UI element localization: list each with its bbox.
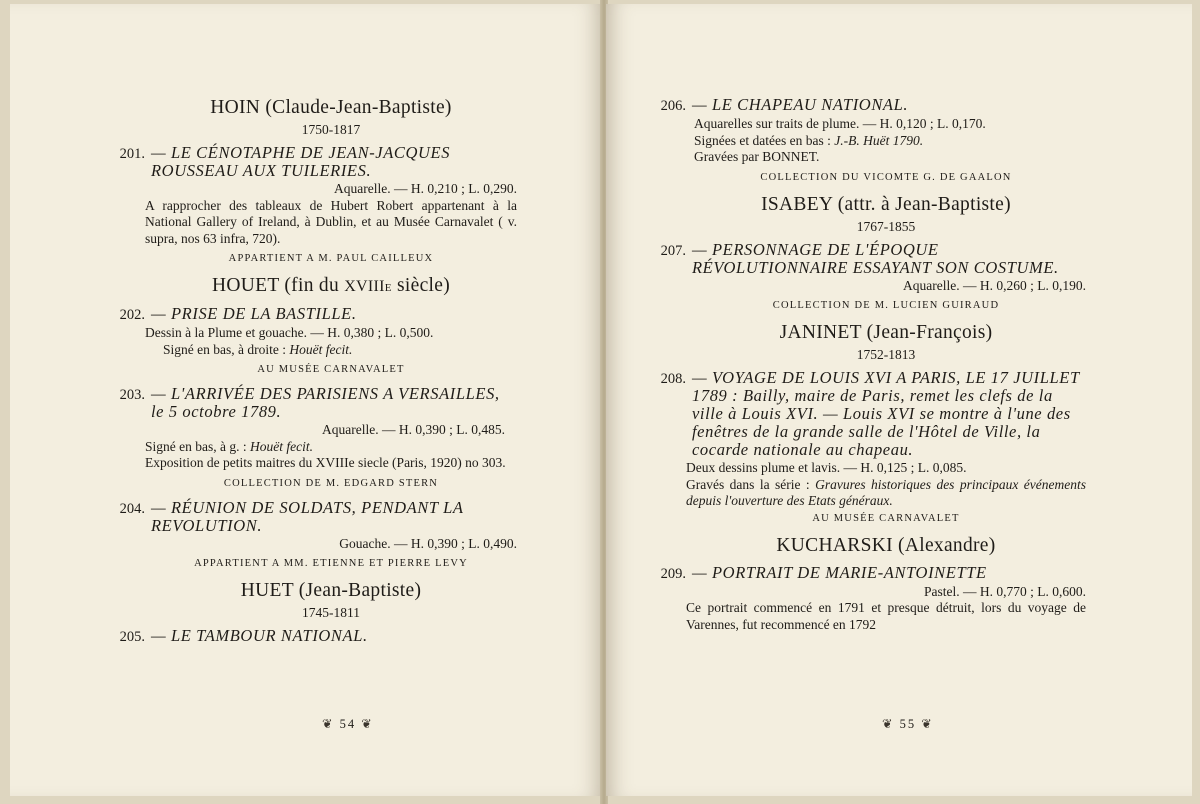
page-number-value: 55 xyxy=(899,717,917,731)
left-page xyxy=(10,4,602,796)
entry-owner: APPARTIENT A M. PAUL CAILLEUX xyxy=(228,253,434,264)
artist-dates: 1745-1811 xyxy=(302,605,360,620)
artist-century: XVIIIe xyxy=(344,278,392,295)
entry-title: — PRISE DE LA BASTILLE. xyxy=(151,304,357,323)
entry-signature: Signé en bas, à droite : Houët fecit. xyxy=(163,341,353,357)
catalog-entry-208 xyxy=(660,368,1086,524)
artist-name-tail: siècle) xyxy=(391,275,450,296)
entry-medium: Aquarelles sur traits de plume. — H. 0,120 ; L. 0,170. xyxy=(694,116,986,131)
entry-title: — LE TAMBOUR NATIONAL. xyxy=(151,626,368,645)
entry-number: 203. xyxy=(119,387,145,403)
catalog-entry-204 xyxy=(119,497,517,570)
catalog-entry-201 xyxy=(119,143,517,264)
entry-note: A rapprocher des tableaux de Hubert Robert appartenant à la National Gallery of Ireland, à Dublin, et au Musée Carnavalet ( v. supra, nos 63 infra, 720). xyxy=(145,197,517,246)
entry-medium: Pastel. — H. 0,770 ; L. 0,600. xyxy=(924,583,1086,599)
entry-number: 201. xyxy=(119,146,145,162)
artist-heading xyxy=(145,274,517,299)
artist-heading: ISABEY (attr. à Jean-Baptiste) xyxy=(761,193,1011,215)
right-page xyxy=(606,4,1192,796)
entry-engraver: Gravées par BONNET. xyxy=(694,149,820,164)
entry-engraving: Gravés dans la série : Gravures historiques des principaux événements depuis l'ouverture des Etats généraux. xyxy=(686,476,1086,508)
artist-heading: HUET (Jean-Baptiste) xyxy=(240,580,422,601)
artist-dates: 1752-1813 xyxy=(856,347,916,362)
entry-medium: Dessin à la Plume et gouache. — H. 0,380 ; L. 0,500. xyxy=(145,325,434,340)
entry-medium: Deux dessins plume et lavis. — H. 0,125 ; L. 0,085. xyxy=(686,460,967,475)
entry-title: — LE CHAPEAU NATIONAL. xyxy=(692,95,909,114)
entry-title: — VOYAGE DE LOUIS XVI A PARIS, LE 17 JUILLET 1789 : Bailly, maire de Paris, remet les clefs de la ville à Louis XVI. — Louis XVI se montre à l'une des fenêtres de la grande salle de l'Hôtel de Ville, la cocarde nationale au chapeau. xyxy=(692,368,1080,459)
catalog-entry-202 xyxy=(119,304,517,375)
ornament-icon: ❦ xyxy=(882,717,895,731)
entry-number: 202. xyxy=(119,307,145,323)
left-column xyxy=(119,92,517,648)
artist-dates: 1767-1855 xyxy=(856,218,916,234)
entry-medium: Gouache. — H. 0,390 ; L. 0,490. xyxy=(339,535,517,551)
entry-owner: COLLECTION DU VICOMTE G. DE GAALON xyxy=(760,171,1012,183)
entry-number: 206. xyxy=(660,98,686,114)
entry-note: Exposition de petits maitres du XVIIIe siecle (Paris, 1920) no 303. xyxy=(145,455,506,470)
entry-owner: AU MUSÉE CARNAVALET xyxy=(257,364,405,375)
entry-medium: Aquarelle. — H. 0,210 ; L. 0,290. xyxy=(334,181,517,196)
entry-signature: Signées et datées en bas : J.-B. Huët 1790. xyxy=(694,132,924,148)
ornament-icon: ❦ xyxy=(921,717,934,731)
artist-heading: HOIN (Claude-Jean-Baptiste) xyxy=(210,97,452,118)
entry-number: 209. xyxy=(660,565,686,582)
artist-name: HOUET (fin du xyxy=(212,275,345,296)
entry-owner: AU MUSÉE CARNAVALET xyxy=(812,512,960,524)
entry-number: 205. xyxy=(119,629,145,645)
catalog-entry-207 xyxy=(660,239,1086,312)
catalog-entry-205 xyxy=(119,626,517,646)
catalog-entry-206 xyxy=(660,95,1086,183)
entry-title: — L'ARRIVÉE DES PARISIENS A VERSAILLES, le 5 octobre 1789. xyxy=(151,384,500,421)
entry-owner: COLLECTION DE M. EDGARD STERN xyxy=(223,477,439,489)
entry-number: 208. xyxy=(660,371,686,387)
page-number xyxy=(882,716,934,732)
entry-number: 207. xyxy=(660,242,686,259)
right-column xyxy=(660,95,1086,635)
artist-heading: JANINET (Jean-François) xyxy=(779,322,993,343)
entry-title: — PORTRAIT DE MARIE-ANTOINETTE xyxy=(692,562,987,582)
entry-note: Ce portrait commencé en 1791 et presque détruit, lors du voyage de Varennes, fut recommencé en 1792 xyxy=(686,600,1086,632)
ornament-icon: ❦ xyxy=(322,717,335,731)
page-number xyxy=(322,716,374,732)
entry-medium: Aquarelle. — H. 0,260 ; L. 0,190. xyxy=(903,277,1086,293)
catalog-entry-203 xyxy=(119,384,517,489)
entry-title: — RÉUNION DE SOLDATS, PENDANT LA REVOLUTION. xyxy=(151,497,464,535)
entry-title: — LE CÉNOTAPHE DE JEAN-JACQUES ROUSSEAU AUX TUILERIES. xyxy=(151,143,451,180)
entry-medium: Aquarelle. — H. 0,390 ; L. 0,485. xyxy=(322,422,505,437)
ornament-icon: ❦ xyxy=(361,717,374,731)
page-number-value: 54 xyxy=(339,717,357,731)
entry-owner: APPARTIENT A MM. ETIENNE ET PIERRE LEVY xyxy=(194,558,468,569)
entry-number: 204. xyxy=(119,500,145,517)
entry-owner: COLLECTION DE M. LUCIEN GUIRAUD xyxy=(772,300,1000,311)
entry-title: — PERSONNAGE DE L'ÉPOQUE RÉVOLUTIONNAIRE ESSAYANT SON COSTUME. xyxy=(692,239,1059,277)
artist-dates: 1750-1817 xyxy=(301,122,361,137)
entry-signature: Signé en bas, à g. : Houët fecit. xyxy=(145,438,313,454)
catalog-entry-209 xyxy=(660,562,1086,634)
artist-heading: KUCHARSKI (Alexandre) xyxy=(776,534,996,556)
